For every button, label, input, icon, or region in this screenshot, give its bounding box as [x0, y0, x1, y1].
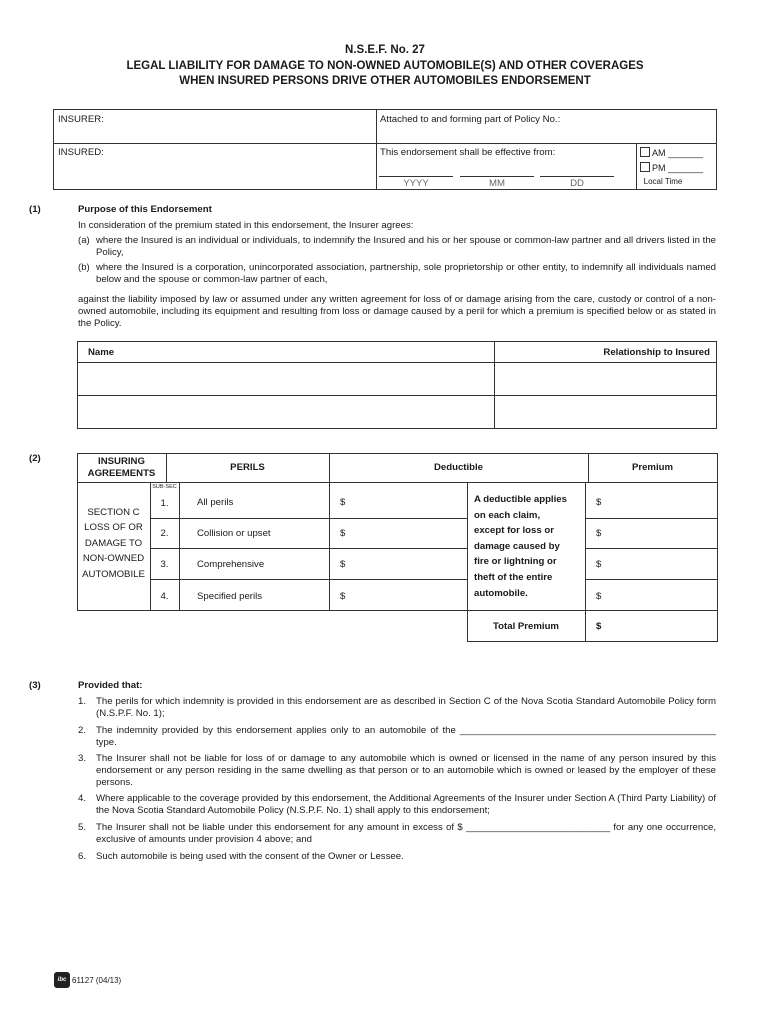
ibc-logo-icon: ibc — [54, 972, 70, 988]
am-label: AM _______ — [652, 148, 704, 158]
subsection-number: 4. — [160, 591, 169, 602]
name-cell-2[interactable] — [79, 396, 493, 427]
section3-number: (3) — [29, 680, 41, 691]
perils-header: PERILS — [230, 462, 265, 473]
policy-info-box — [53, 109, 717, 190]
am-checkbox[interactable] — [640, 147, 650, 157]
section1-heading: Purpose of this Endorsement — [78, 204, 212, 215]
clause-b-text: where the Insured is a corporation, unincorporated association, partnership, sole proprietorship or other entity, to indemnify all individuals named below and the spouse or common-law partner of each, — [96, 262, 716, 285]
peril-name: All perils — [197, 497, 234, 508]
provision-number: 1. — [78, 696, 87, 707]
subsection-number: 1. — [160, 498, 169, 509]
relationship-column-header: Relationship to Insured — [603, 347, 710, 358]
premium-dollar[interactable]: $ — [596, 497, 602, 508]
am-checkbox-row[interactable] — [640, 147, 703, 159]
day-label: DD — [570, 178, 584, 189]
premium-dollar[interactable]: $ — [596, 591, 602, 602]
insuring-agreements-header: INSURING AGREEMENTS — [87, 456, 156, 479]
provision-text: The perils for which indemnity is provided in this endorsement are as described in Section C of the Nova Scotia Standard Automobile Policy form (N.S.P.F. No. 1); — [96, 696, 716, 719]
subsection-number: 2. — [160, 528, 169, 539]
clause-a-text: where the Insured is an individual or individuals, to indemnify the Insured and his or her spouse or common-law partner and all drivers listed in the Policy, — [96, 235, 716, 258]
insured-label: INSURED: — [58, 147, 104, 158]
name-column-header: Name — [88, 347, 115, 358]
insuring-agreements-table — [77, 453, 717, 642]
provision-text: The Insurer shall not be liable under this endorsement for any amount in excess of $ ___________________________ for any one occurrence, exclusive of amounts under provision 4 above; and — [96, 822, 716, 845]
peril-name: Comprehensive — [197, 559, 265, 570]
subsection-number: 3. — [160, 559, 169, 570]
peril-name: Specified perils — [197, 591, 263, 602]
deductible-dollar[interactable]: $ — [340, 591, 346, 602]
provision-text: The indemnity provided by this endorsement applies only to an automobile of the ________________________________________________ type. — [96, 725, 716, 748]
local-time-label: Local Time — [643, 177, 683, 186]
provision-text: Where applicable to the coverage provided by this endorsement, the Additional Agreements of the Insurer under Section A (Third Party Liability) of the Nova Scotia Standard Automobile Policy (N.S.P.F. No. 1) shall apply to this endorsement; — [96, 793, 716, 816]
subsection-header: SUB-SEC — [152, 484, 177, 490]
deductible-dollar[interactable]: $ — [340, 497, 346, 508]
clause-b-label: (b) — [78, 262, 90, 273]
form-subtitle: WHEN INSURED PERSONS DRIVE OTHER AUTOMOBILES ENDORSEMENT — [179, 75, 591, 87]
name-cell-1[interactable] — [79, 363, 493, 394]
form-title: LEGAL LIABILITY FOR DAMAGE TO NON-OWNED AUTOMOBILE(S) AND OTHER COVERAGES — [126, 60, 644, 72]
month-label: MM — [489, 178, 505, 189]
provision-text: Such automobile is being used with the consent of the Owner or Lessee. — [96, 851, 404, 862]
provision-number: 3. — [78, 753, 87, 764]
year-label: YYYY — [403, 178, 429, 189]
pm-label: PM _______ — [652, 163, 704, 173]
premium-dollar[interactable]: $ — [596, 528, 602, 539]
policy-number-label: Attached to and forming part of Policy No.: — [380, 114, 561, 125]
provision-number: 4. — [78, 793, 87, 804]
peril-name: Collision or upset — [197, 528, 271, 539]
total-premium-dollar[interactable]: $ — [596, 621, 602, 632]
deductible-header: Deductible — [433, 462, 484, 473]
provision-number: 5. — [78, 822, 87, 833]
section1-number: (1) — [29, 204, 41, 215]
provision-text: The Insurer shall not be liable for loss of or damage to any automobile which is owned or licensed in the name of any person insured by this endorsement or any person residing in the same dwelling as that person or to an automobile which is owned or leased by the employer of these persons. — [96, 753, 716, 788]
form-code: 61127 (04/13) — [72, 976, 122, 985]
insurer-label: INSURER: — [58, 114, 104, 125]
provision-number: 6. — [78, 851, 87, 862]
clause-a-label: (a) — [78, 235, 90, 246]
premium-dollar[interactable]: $ — [596, 559, 602, 570]
named-persons-table — [77, 341, 717, 429]
relationship-cell-2[interactable] — [496, 396, 714, 427]
section3-heading: Provided that: — [78, 680, 143, 691]
premium-header: Premium — [631, 462, 674, 473]
deductible-note: A deductible applies on each claim, except for loss or damage caused by fire or lightning or theft of the entire automobile. — [474, 494, 567, 599]
relationship-cell-1[interactable] — [496, 363, 714, 394]
pm-checkbox[interactable] — [640, 162, 650, 172]
liability-paragraph: against the liability imposed by law or assumed under any written agreement for loss of or damage arising from the care, custody or control of a non-owned automobile, including its equipment and resulting from loss or damage caused by a peril for which a premium is specified below or as stated in the Policy. — [78, 294, 716, 329]
effective-date-label: This endorsement shall be effective from: — [380, 147, 556, 158]
pm-checkbox-row[interactable] — [640, 162, 703, 174]
section1-intro: In consideration of the premium stated in this endorsement, the Insurer agrees: — [78, 220, 414, 231]
provision-number: 2. — [78, 725, 87, 736]
deductible-dollar[interactable]: $ — [340, 559, 346, 570]
total-premium-label: Total Premium — [493, 621, 559, 632]
deductible-dollar[interactable]: $ — [340, 528, 346, 539]
section-c-label: SECTION C LOSS OF OR DAMAGE TO NON-OWNED AUTOMOBILE — [82, 507, 145, 580]
form-number-title: N.S.E.F. No. 27 — [345, 44, 425, 56]
section2-number: (2) — [29, 453, 41, 464]
